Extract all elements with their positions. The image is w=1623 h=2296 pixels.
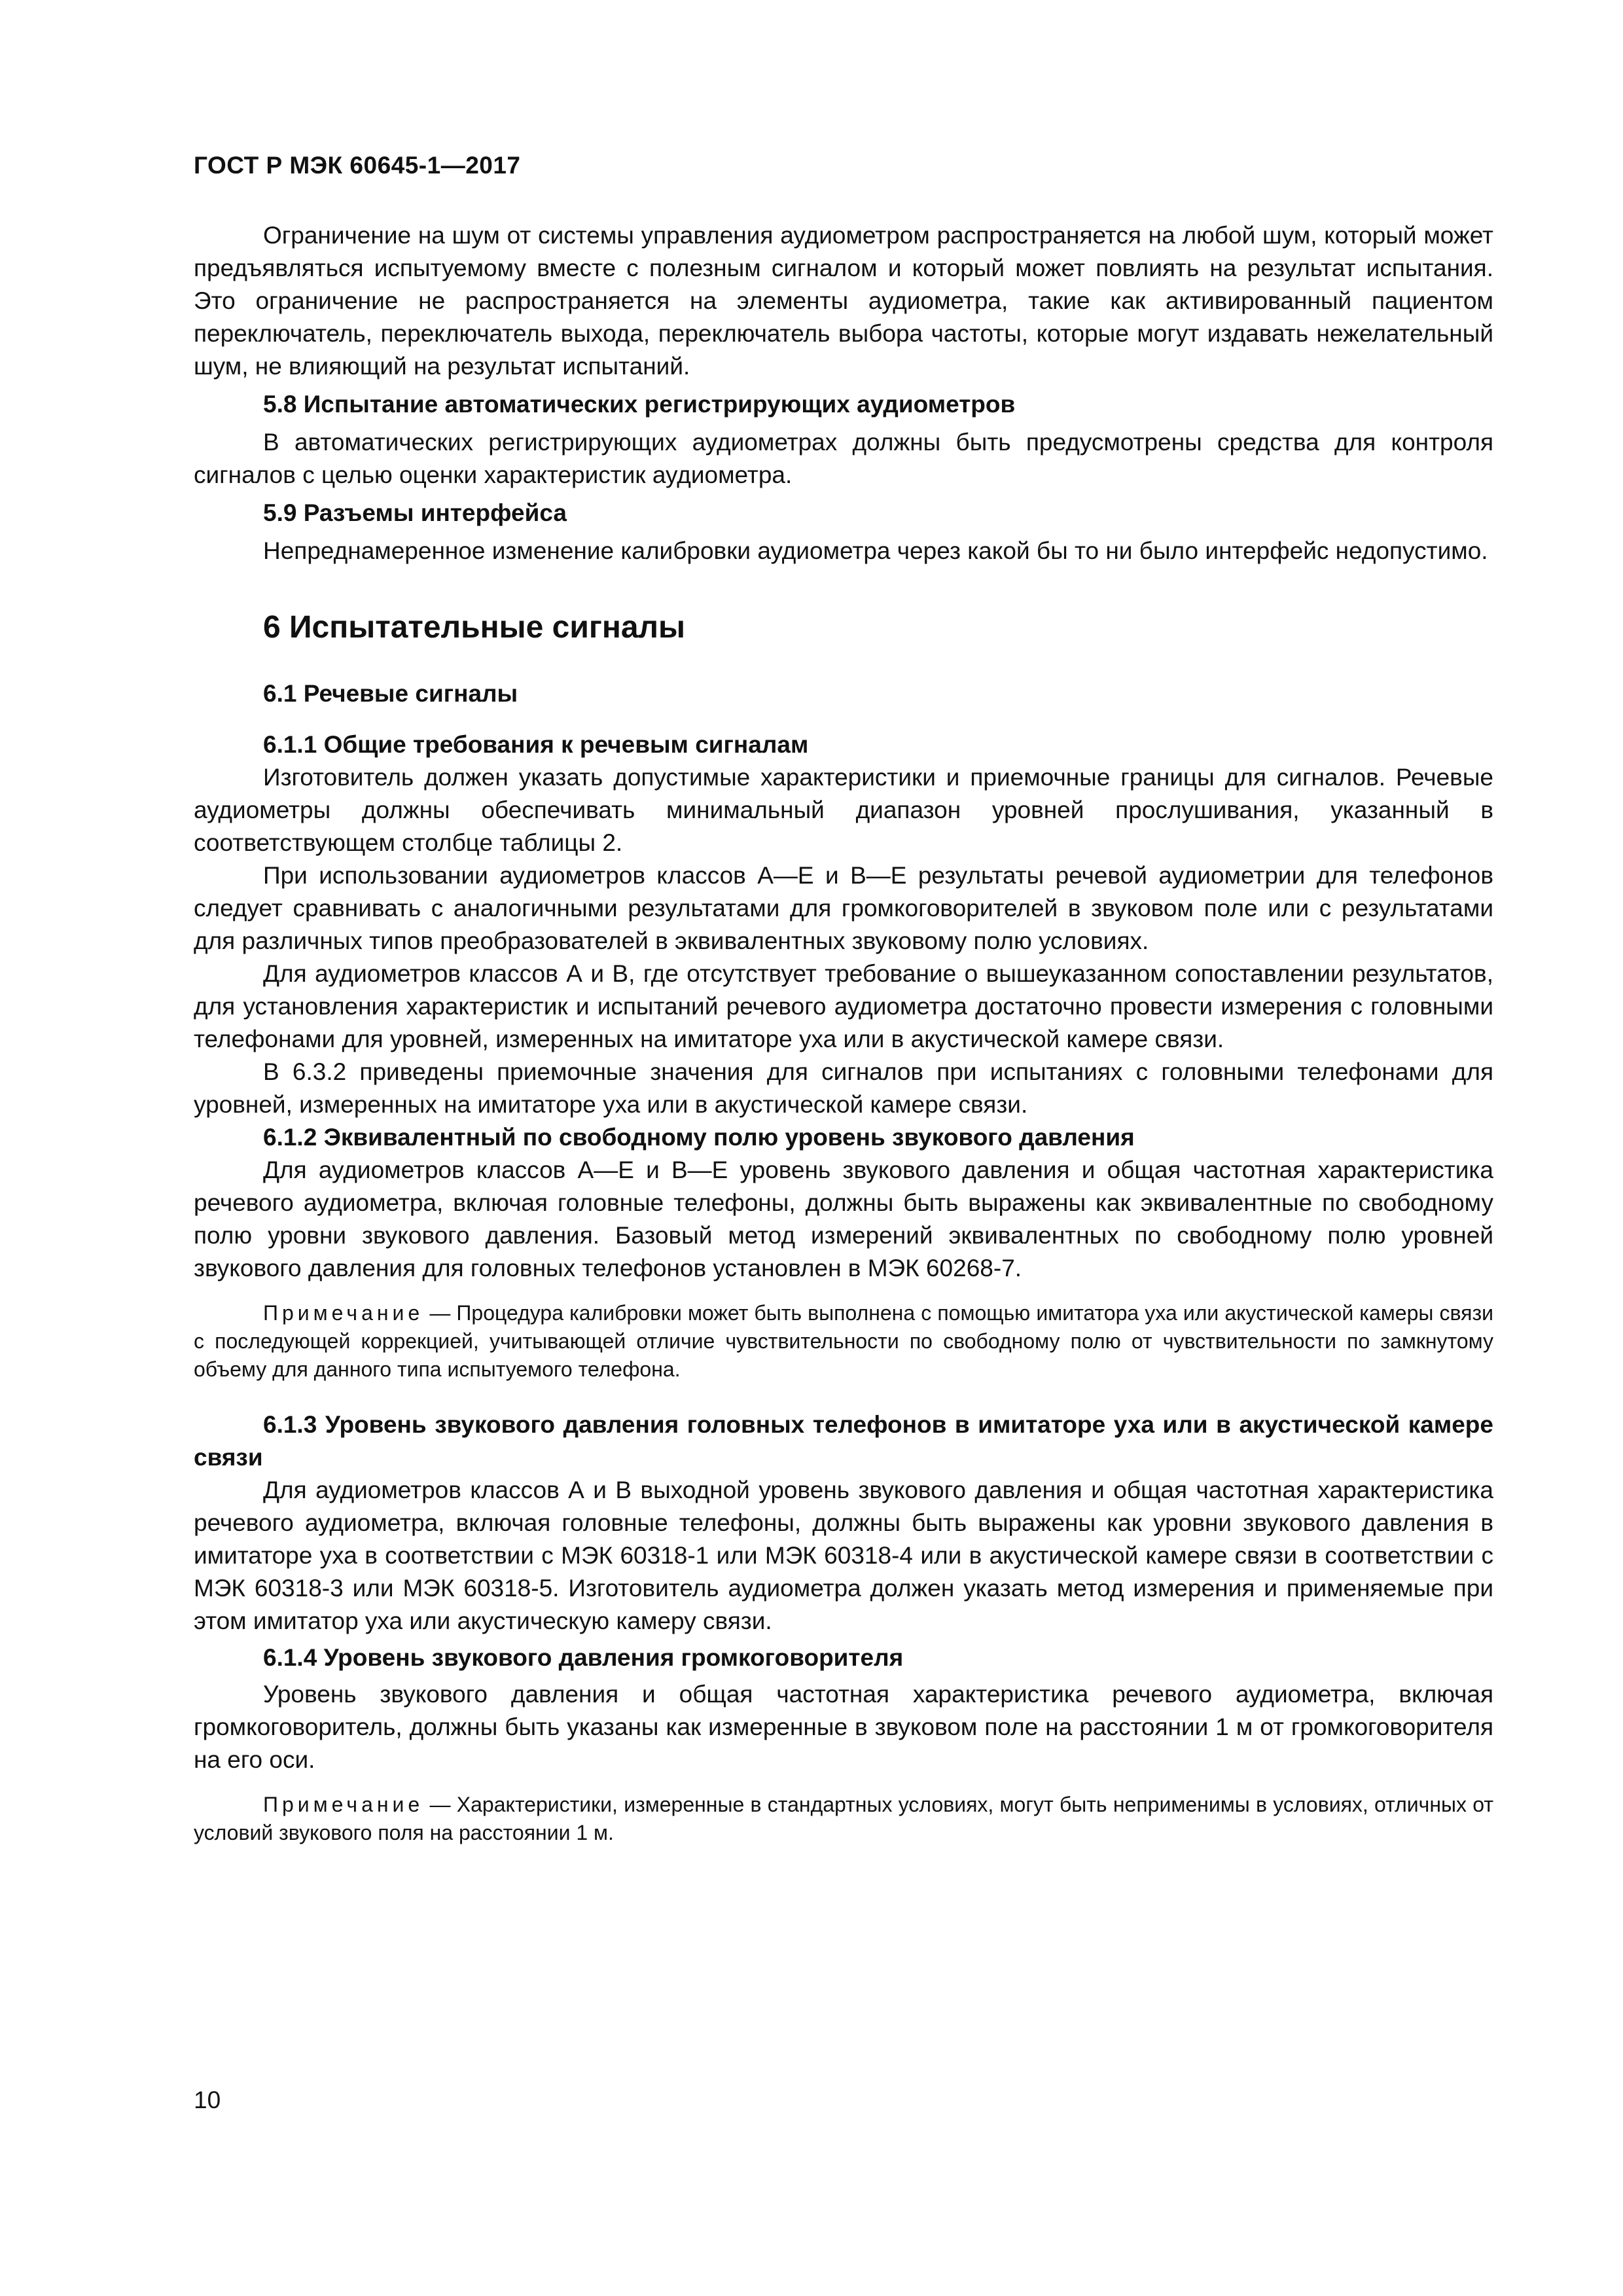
section-heading-6-1-4: 6.1.4 Уровень звукового давления громкоговорителя xyxy=(263,1644,904,1671)
paragraph: В автоматических регистрирующих аудиометрах должны быть предусмотрены средства для контроля сигналов с целью оценки характеристик аудиометра. xyxy=(194,429,1493,488)
section-heading-5-8: 5.8 Испытание автоматических регистрирующих аудиометров xyxy=(263,391,1016,418)
note: Примечание — Характеристики, измеренные в стандартных условиях, могут быть неприменимы в условиях, отличных от условий звукового поля на расстоянии 1 м. xyxy=(194,1793,1494,1844)
document-header: ГОСТ Р МЭК 60645-1—2017 xyxy=(194,152,521,179)
section-heading-6-1-3: 6.1.3 Уровень звукового давления головных телефонов в имитаторе уха или в акустической камере связи xyxy=(194,1411,1493,1471)
paragraph: Уровень звукового давления и общая частотная характеристика речевого аудиометра, включая громкоговоритель, должны быть указаны как измеренные в звуковом поле на расстоянии 1 м от громкоговорителя на его оси. xyxy=(194,1681,1493,1773)
page-number: 10 xyxy=(194,2087,221,2113)
paragraph: Непреднамеренное изменение калибровки аудиометра через какой бы то ни было интерфейс недопустимо. xyxy=(263,537,1488,564)
page-content xyxy=(194,219,1493,1847)
chapter-heading-6: 6 Испытательные сигналы xyxy=(263,610,685,645)
paragraph: При использовании аудиометров классов А—Е и В—Е результаты речевой аудиометрии для телефонов следует сравнивать с аналогичными результатами для громкоговорителей в звуковом поле или с результатами для различных типов преобразователей в эквивалентных звуковому полю условиях. xyxy=(194,862,1493,954)
paragraph: Для аудиометров классов А и В, где отсутствует требование о вышеуказанном сопоставлении результатов, для установления характеристик и испытаний речевого аудиометра достаточно провести измерения с головными телефонами для уровней, измеренных на имитаторе уха или в акустической камере связи. xyxy=(194,960,1493,1052)
section-heading-6-1-2: 6.1.2 Эквивалентный по свободному полю уровень звукового давления xyxy=(263,1124,1135,1151)
paragraph: Изготовитель должен указать допустимые характеристики и приемочные границы для сигналов. Речевые аудиометры должны обеспечивать минимальный диапазон уровней прослушивания, указанный в соответствующем столбце таблицы 2. xyxy=(194,764,1493,856)
section-heading-5-9: 5.9 Разъемы интерфейса xyxy=(263,499,567,526)
paragraph: Ограничение на шум от системы управления аудиометром распространяется на любой шум, который может предъявляться испытуемому вместе с полезным сигналом и который может повлиять на результат испытания. Это ограничение не распространяется на элементы аудиометра, такие как активированный пациентом переключатель, переключатель выхода, переключатель выбора частоты, которые могут издавать нежелательный шум, не влияющий на результат испытаний. xyxy=(194,222,1493,380)
paragraph: В 6.3.2 приведены приемочные значения для сигналов при испытаниях с головными телефонами для уровней, измеренных на имитаторе уха или в акустической камере связи. xyxy=(194,1058,1493,1118)
note-text: Характеристики, измеренные в стандартных условиях, могут быть неприменимы в условиях, отличных от условий звукового поля на расстоянии 1 м. xyxy=(194,1793,1494,1844)
paragraph: Для аудиометров классов А и В выходной уровень звукового давления и общая частотная характеристика речевого аудиометра, включая головные телефоны, должны быть выражены как уровни звукового давления в имитаторе уха в соответствии с МЭК 60318-1 или МЭК 60318-4 или в акустической камере связи в соответствии с МЭК 60318-3 или МЭК 60318-5. Изготовитель аудиометра должен указать метод измерения и применяемые при этом имитатор уха или акустическую камеру связи. xyxy=(194,1477,1493,1634)
section-heading-6-1-1: 6.1.1 Общие требования к речевым сигналам xyxy=(263,731,809,758)
note-label: Примечание xyxy=(263,1793,424,1816)
note: Примечание — Процедура калибровки может быть выполнена с помощью имитатора уха или акустической камеры связи с последующей коррекцией, учитывающей отличие чувствительности по свободному полю от чувствительности по замкнутому объему для данного типа испытуемого телефона. xyxy=(194,1301,1494,1381)
paragraph: Для аудиометров классов А—Е и В—Е уровень звукового давления и общая частотная характеристика речевого аудиометра, включая головные телефоны, должны быть выражены как эквивалентные по свободному полю уровни звукового давления. Базовый метод измерений эквивалентных по свободному полю уровней звукового давления для головных телефонов установлен в МЭК 60268-7. xyxy=(194,1157,1493,1282)
note-text: Процедура калибровки может быть выполнена с помощью имитатора уха или акустической камеры связи с последующей коррекцией, учитывающей отличие чувствительности по свободному полю от чувствительности по замкнутому объему для данного типа испытуемого телефона. xyxy=(194,1301,1494,1381)
note-label: Примечание xyxy=(263,1301,424,1325)
section-heading-6-1: 6.1 Речевые сигналы xyxy=(263,680,518,707)
